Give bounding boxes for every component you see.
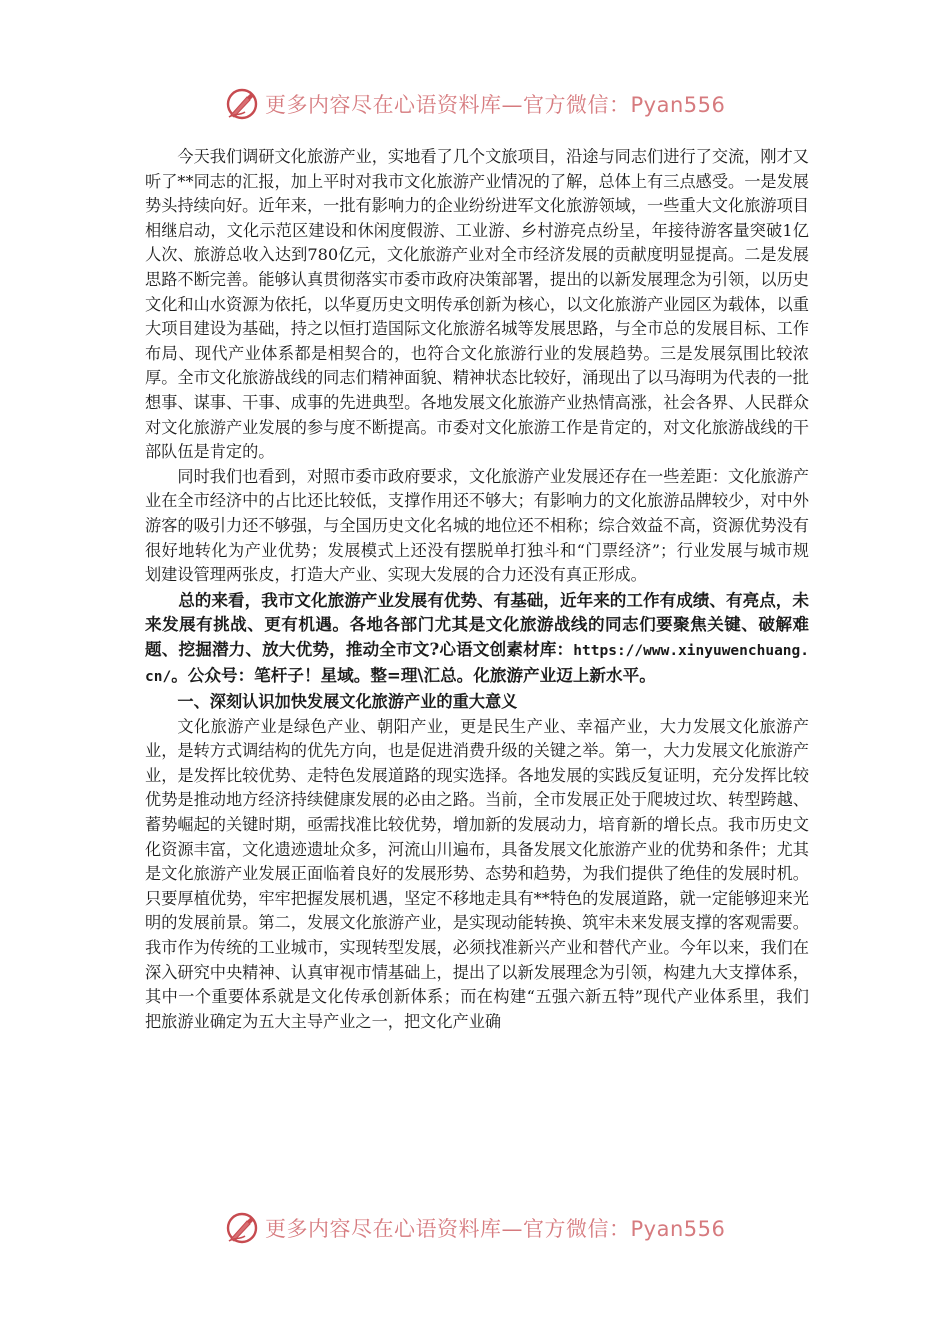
summary-text-after: 。公众号：笔杆子！星域。整=理\汇总。化旅游产业迈上新水平。 (171, 665, 656, 686)
banner-text-footer: 更多内容尽在心语资料库—官方微信：Pyan556 (265, 1217, 726, 1241)
footer-banner (225, 1208, 745, 1248)
section-paragraph: 文化旅游产业是绿色产业、朝阳产业，更是民生产业、幸福产业，大力发展文化旅游产业，是转方式调结构的优先方向，也是促进消费升级的关键之举。第一，大力发展文化旅游产业，是发挥比较优势、走特色发展道路的现实选择。各地发展的实践反复证明，充分发挥比较优势是推动地方经济持续健康发展的必由之路。当前，全市发展正处于爬坡过坎、转型跨越、蓄势崛起的关键时期，亟需找准比较优势，增加新的发展动力，培育新的增长点。我市历史文化资源丰富，文化遗迹遗址众多，河流山川遍布，具备发展文化旅游产业的优势和条件；尤其是文化旅游产业发展正面临着良好的发展形势、态势和趋势，为我们提供了绝佳的发展时机。只要厚植优势，牢牢把握发展机遇，坚定不移地走具有**特色的发展道路，就一定能够迎来光明的发展前景。第二，发展文化旅游产业，是实现动能转换、筑牢未来发展支撑的客观需要。我市作为传统的工业城市，实现转型发展，必须找准新兴产业和替代产业。今年以来，我们在深入研究中央精神、认真审视市情基础上，提出了以新发展理念为引领，构建九大支撑体系，其中一个重要体系就是文化传承创新体系；而在构建“五强六新五特”现代产业体系里，我们把旅游业确定为五大主导产业之一，把文化产业确 (145, 716, 809, 1031)
header-banner (225, 84, 745, 124)
pen-logo-icon (225, 87, 259, 121)
section-heading: 一、深刻认识加快发展文化旅游产业的重大意义 (177, 692, 518, 712)
paragraph-1: 今天我们调研文化旅游产业，实地看了几个文旅项目，沿途与同志们进行了交流，刚才又听了**同志的汇报，加上平时对我市文化旅游产业情况的了解，总体上有三点感受。一是发展势头持续向好。近年来，一批有影响力的企业纷纷进军文化旅游领域，一些重大文化旅游项目相继启动，文化示范区建设和休闲度假游、工业游、乡村游亮点纷呈，年接待游客量突破1亿人次、旅游总收入达到780亿元，文化旅游产业对全市经济发展的贡献度明显提高。二是发展思路不断完善。能够认真贯彻落实市委市政府决策部署，提出的以新发展理念为引领，以历史文化和山水资源为依托，以华夏历史文明传承创新为核心，以文化旅游产业园区为载体，以重大项目建设为基础，持之以恒打造国际文化旅游名城等发展思路，与全市总的发展目标、工作布局、现代产业体系都是相契合的，也符合文化旅游行业的发展趋势。三是发展氛围比较浓厚。全市文化旅游战线的同志们精神面貌、精神状态比较好，涌现出了以马海明为代表的一批想事、谋事、干事、成事的先进典型。各地发展文化旅游产业热情高涨，社会各界、人民群众对文化旅游产业发展的参与度不断提高。市委对文化旅游工作是肯定的，对文化旅游战线的干部队伍是肯定的。 (145, 147, 809, 462)
watermark-url: https://www.xinyuwenchuang.cn/ (145, 642, 809, 686)
pen-logo-icon (225, 1211, 259, 1245)
paragraph-2: 同时我们也看到，对照市委市政府要求，文化旅游产业发展还存在一些差距：文化旅游产业在全市经济中的占比还比较低，支撑作用还不够大；有影响力的文化旅游品牌较少，对中外游客的吸引力还不够强，与全国历史文化名城的地位还不相称；综合效益不高，资源优势没有很好地转化为产业优势；发展模式上还没有摆脱单打独斗和“门票经济”；行业发展与城市规划建设管理两张皮，打造大产业、实现大发展的合力还没有真正形成。 (145, 466, 809, 585)
paragraph-summary (145, 588, 809, 690)
summary-text-before: 总的来看，我市文化旅游产业发展有优势、有基础，近年来的工作有成绩、有亮点，未来发展有挑战、更有机遇。各地各部门尤其是文化旅游战线的同志们要聚焦关键、破解难题、挖掘潜力、放大优势，推动全市文?心语文创素材库： (145, 589, 809, 659)
document-body (145, 145, 809, 1034)
banner-text: 更多内容尽在心语资料库—官方微信：Pyan556 (265, 93, 726, 117)
